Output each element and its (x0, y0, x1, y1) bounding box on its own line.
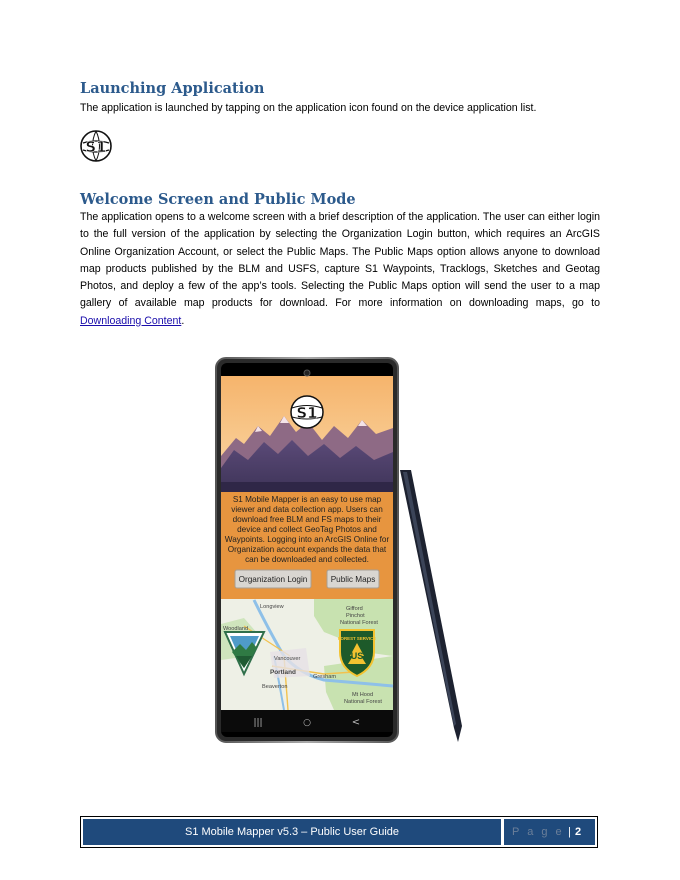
organization-login-label: Organization Login (238, 575, 308, 584)
stylus-pen (400, 470, 462, 742)
footer-page-number (504, 819, 595, 845)
recent-apps-button[interactable]: ||| (253, 718, 263, 728)
section-heading-launching: Launching Application (80, 80, 265, 97)
public-maps-label: Public Maps (330, 575, 376, 584)
s1-screen-logo-text: S1 (296, 404, 318, 422)
footer-document-title: S1 Mobile Mapper v5.3 – Public User Guide (83, 819, 501, 845)
public-maps-button[interactable] (327, 570, 379, 588)
android-navigation-bar (221, 710, 393, 732)
description-line: can be downloaded and collected. (245, 555, 369, 564)
footer-page-label: P a g e (512, 826, 565, 838)
welcome-body-end: . (181, 314, 185, 327)
front-camera (304, 370, 310, 376)
map-label-longview: Longview (260, 604, 284, 610)
s1-icon-text: S1 (85, 138, 107, 156)
map-label-mt-hood: Mt Hood (352, 692, 374, 698)
map-label-woodland: Woodland (223, 626, 249, 632)
description-line: Waypoints. Logging into an ArcGIS Online for (224, 535, 390, 544)
description-line: viewer and data collection app. Users can (231, 505, 383, 514)
map-label-portland: Portland (270, 669, 296, 676)
description-line: Organization account expands the data that (227, 545, 387, 554)
s1-app-icon[interactable] (80, 130, 112, 162)
welcome-banner-illustration (221, 370, 393, 492)
map-label-vancouver: Vancouver (274, 656, 301, 662)
map-label-beaverton: Beaverton (262, 684, 288, 690)
footer-page-value: 2 (575, 826, 582, 838)
welcome-body-text: The application opens to a welcome screen with a brief description of the application. The user can either login to the full version of the application by selecting the Organization Login button, which requires an ArcGIS Online Organization Account, or select the Public Maps. The Public Maps option allows anyone to download map products published by the BLM and USFS, capture S1 Waypoints, Tracklogs, Sketches and Geotag Photos, and deploy a few of the app’s tools. Selecting the Public Maps option will send the user to a map gallery of available map products for download. For more information on downloading maps, go to (80, 211, 600, 310)
back-button[interactable]: < (351, 717, 361, 728)
organization-login-button[interactable] (235, 570, 311, 588)
downloading-content-link[interactable]: Downloading Content (80, 314, 182, 327)
description-line: device and collect GeoTag Photos and (237, 525, 377, 534)
home-button[interactable]: ○ (303, 718, 311, 728)
usfs-badge-top-text: FOREST SERVICE (337, 636, 377, 641)
description-line: download free BLM and FS maps to their (232, 515, 382, 524)
usfs-badge-center-text: US (350, 651, 364, 661)
footer-page-separator: | (568, 826, 572, 838)
region-map (221, 599, 393, 710)
map-label-national-forest: National Forest (340, 620, 378, 626)
description-line: S1 Mobile Mapper is an easy to use map (232, 495, 382, 504)
section-heading-welcome: Welcome Screen and Public Mode (80, 191, 356, 208)
description-text (225, 495, 390, 564)
welcome-paragraph (80, 209, 600, 330)
page-footer (80, 816, 598, 848)
map-label-mt-hood-nf: National Forest (344, 699, 382, 705)
map-label-gresham: Gresham (313, 674, 337, 680)
map-label-pinchot: Pinchot (346, 613, 365, 619)
phone-screenshot-figure (214, 356, 474, 748)
launching-paragraph: The application is launched by tapping on the application icon found on the device application list. (80, 102, 537, 114)
map-label-gifford: Gifford (346, 606, 363, 612)
